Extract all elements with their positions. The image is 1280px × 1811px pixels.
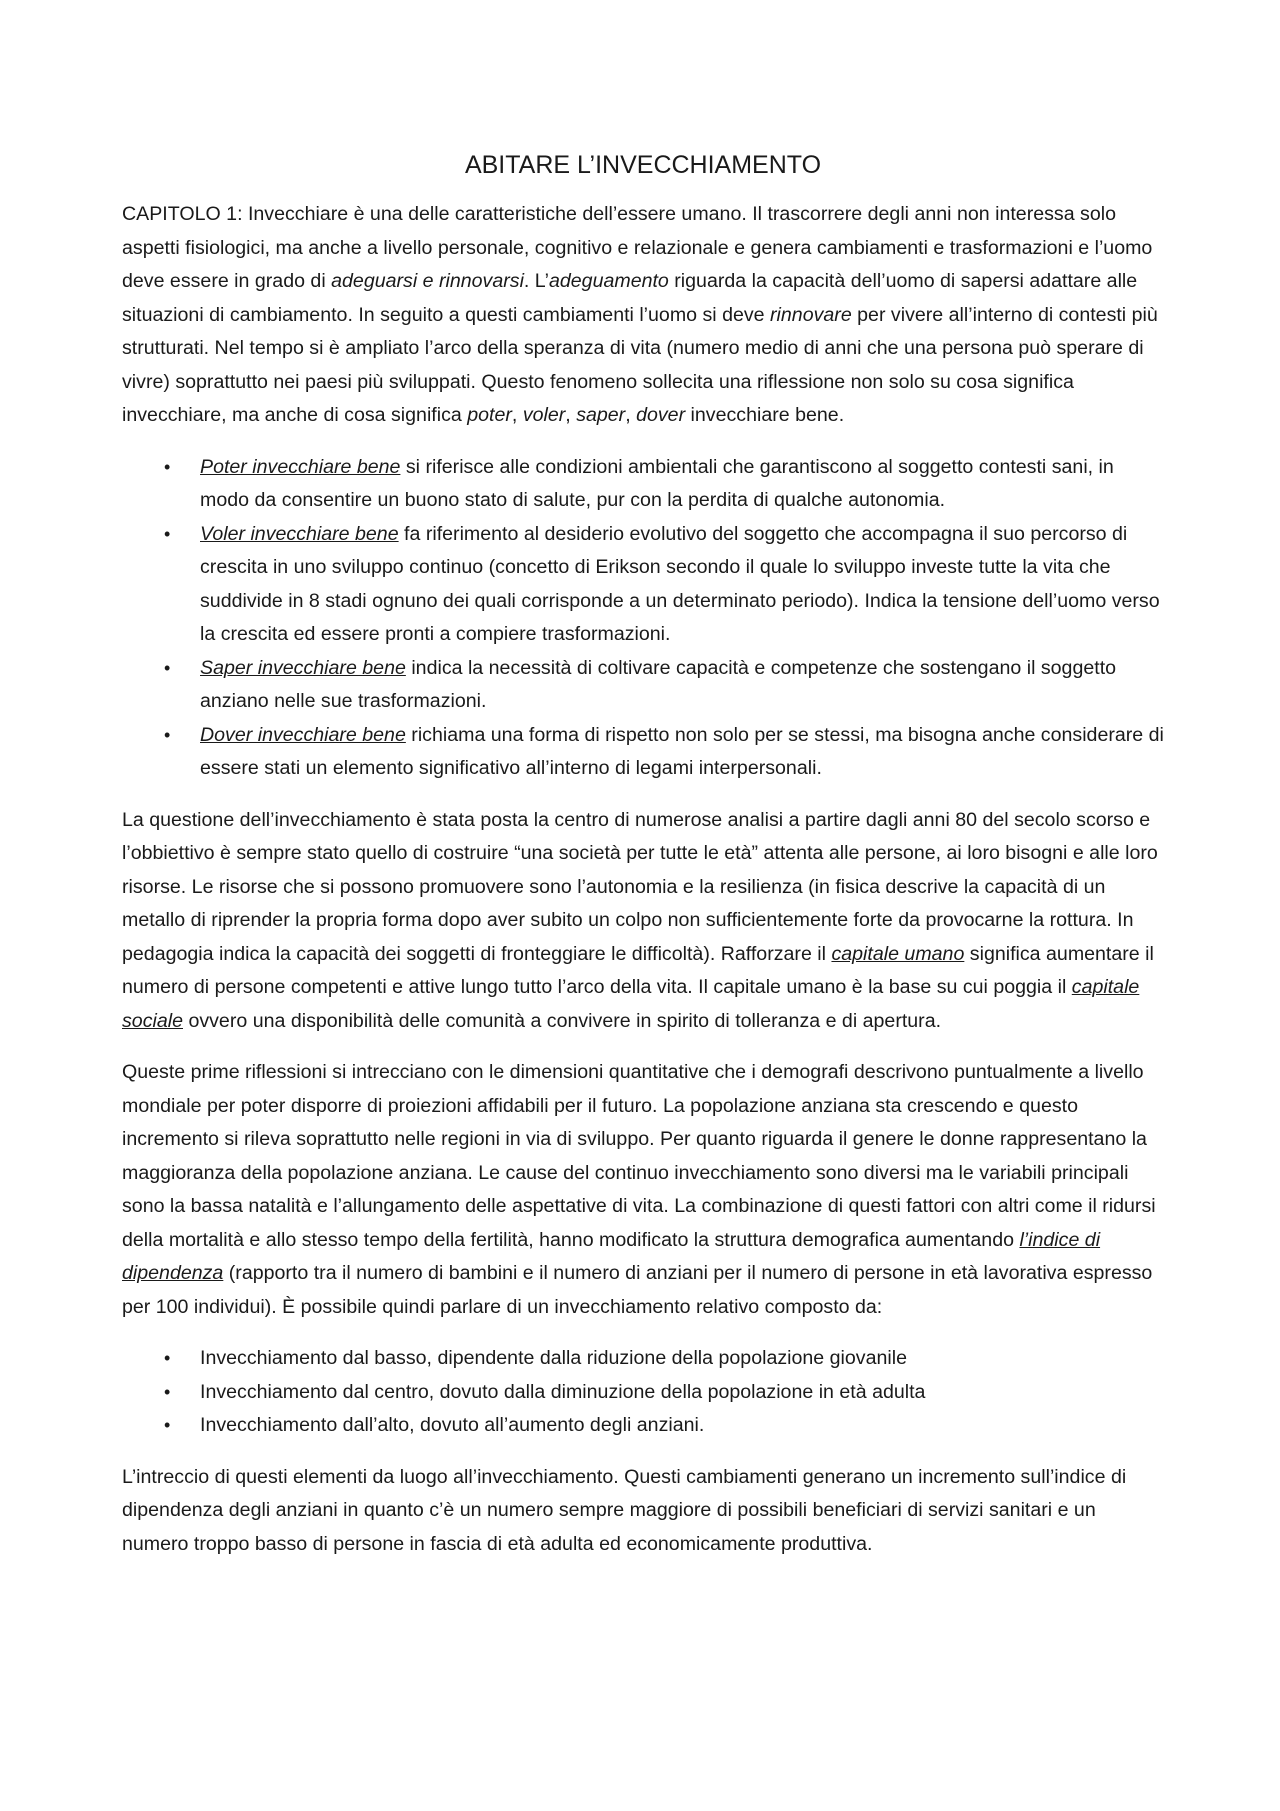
underlined-term: Dover invecchiare bene: [200, 723, 406, 746]
list-item: [122, 1342, 1164, 1376]
text-run: ,: [511, 404, 523, 426]
underlined-term: l’indice di dipendenza: [122, 1228, 1101, 1284]
bullet-icon: •: [164, 1348, 171, 1368]
paragraph-resilienza: [122, 804, 1164, 1039]
italic-term: dover: [636, 404, 686, 426]
list-item: [122, 652, 1164, 719]
paragraph-chapter-intro: [122, 198, 1164, 433]
paragraph-demografia: [122, 1056, 1164, 1324]
list-item-text: richiama una forma di rispetto non solo per se stessi, ma bisogna anche considerare di essere stati un elemento significativo all’interno di legami interpersonali.: [200, 723, 1164, 779]
text-run: La questione dell’invecchiamento è stata posta la centro di numerose analisi a partire dagli anni 80 del secolo scorso e l’obbiettivo è sempre stato quello di costruire “una società per tutte le età” attenta alle persone, ai loro bisogni e alle loro risorse. Le risorse che si possono promuovere sono l’autonomia e la resilienza (in fisica descrive la capacità di un metallo di riprender la propria forma dopo aver subito un colpo non sufficientemente forte da provocarne la rottura. In pedagogia indica la capacità dei soggetti di fronteggiare le difficoltà). Rafforzare il: [122, 808, 1158, 965]
text-run: (rapporto tra il numero di bambini e il numero di anziani per il numero di persone in età lavorativa espresso per 100 individui). È possibile quindi parlare di un invecchiamento relativo composto da:: [122, 1262, 1153, 1318]
bullet-list-invecchiare-bene: [122, 451, 1164, 786]
text-run: significa aumentare il numero di persone competenti e attive lungo tutto l’arco della vita. Il capitale umano è la base su cui poggia il: [122, 942, 1154, 998]
bullet-icon: •: [164, 657, 171, 678]
bullet-icon: •: [164, 724, 171, 745]
underlined-term: capitale sociale: [122, 976, 1140, 1032]
list-item-text: indica la necessità di coltivare capacità e competenze che sostengano il soggetto anziano nelle sue trasformazioni.: [200, 656, 1117, 712]
list-item-text: Invecchiamento dal centro, dovuto dalla diminuzione della popolazione in età adulta: [200, 1380, 926, 1403]
list-item-text: Invecchiamento dall’alto, dovuto all’aumento degli anziani.: [200, 1414, 705, 1436]
italic-term: adeguarsi e rinnovarsi: [331, 270, 524, 292]
italic-term: poter: [467, 404, 512, 426]
list-item: [122, 1376, 1164, 1410]
list-item: [122, 1409, 1164, 1443]
list-item-text: si riferisce alle condizioni ambientali che garantiscono al soggetto contesti sani, in modo da consentire un buono stato di salute, pur con la perdita di qualche autonomia.: [200, 455, 1114, 511]
bullet-list-invecchiamento-relativo: [122, 1342, 1164, 1443]
paragraph-spacer: [122, 1324, 1164, 1342]
italic-term: voler: [522, 404, 566, 426]
italic-term: saper: [576, 404, 626, 426]
paragraph-conclusione: L’intreccio di questi elementi da luogo all’invecchiamento. Questi cambiamenti generano un incremento sull’indice di dipendenza degli anziani in quanto c’è un numero sempre maggiore di possibili beneficiari di servizi sanitari e un numero troppo basso di persone in fascia di età adulta ed economicamente produttiva.: [122, 1465, 1127, 1555]
list-item: [122, 451, 1164, 518]
italic-term: adeguamento: [548, 270, 669, 292]
list-item-text: fa riferimento al desiderio evolutivo del soggetto che accompagna il suo percorso di crescita in uno sviluppo continuo (concetto di Erikson secondo il quale lo sviluppo investe tutte la vita che suddivide in 8 stadi ognuno dei quali corrisponde a un determinato periodo). Indica la tensione dell’uomo verso la crescita ed essere pronti a compiere trasformazioni.: [200, 522, 1160, 645]
underlined-term: Saper invecchiare bene: [200, 656, 406, 679]
italic-term: rinnovare: [770, 303, 852, 326]
text-run: CAPITOLO 1: Invecchiare è una delle caratteristiche dell’essere umano. Il trascorrere degli anni non interessa solo aspetti fisiologici, ma anche a livello personale, cognitivo e relazionale e genera cambiamenti e trasformazioni e l’uomo deve essere in grado di: [122, 203, 1153, 292]
underlined-term: Poter invecchiare bene: [200, 455, 401, 478]
text-run: riguarda la capacità dell’uomo di sapersi adattare alle situazioni di cambiamento. In seguito a questi cambiamenti l’uomo si deve: [122, 270, 1138, 326]
paragraph-spacer: [122, 1443, 1164, 1461]
bullet-icon: •: [164, 1381, 171, 1402]
list-item-text: Invecchiamento dal basso, dipendente dalla riduzione della popolazione giovanile: [200, 1347, 907, 1369]
list-item: [122, 719, 1164, 786]
text-run: invecchiare bene.: [685, 404, 845, 426]
text-run: Queste prime riflessioni si intrecciano con le dimensioni quantitative che i demografi descrivono puntualmente a livello mondiale per poter disporre di proiezioni affidabili per il futuro. La popolazione anziana sta crescendo e questo incremento si rileva soprattutto nelle regioni in via di sviluppo. Per quanto riguarda il genere le donne rappresentano la maggioranza della popolazione anziana. Le cause del continuo invecchiamento sono diversi ma le variabili principali sono la bassa natalità e l’allungamento delle aspettative di vita. La combinazione di questi fattori con altri come il ridursi della mortalità e allo stesso tempo della fertilità, hanno modificato la struttura demografica aumentando: [122, 1061, 1156, 1251]
text-run: per vivere all’interno di contesti più strutturati. Nel tempo si è ampliato l’arco della speranza di vita (numero medio di anni che una persona può sperare di vivre) soprattutto nei paesi più sviluppati. Questo fenomeno sollecita una riflessione non solo su cosa significa invecchiare, ma anche di cosa significa: [122, 303, 1158, 426]
text-run: . L’: [523, 270, 549, 292]
paragraph-spacer: [122, 786, 1164, 804]
list-item: [122, 518, 1164, 652]
document-title: ABITARE L’INVECCHIAMENTO: [464, 151, 822, 179]
bullet-icon: •: [164, 456, 171, 477]
bullet-icon: •: [164, 1415, 171, 1435]
paragraph-spacer: [122, 1038, 1164, 1056]
paragraph-spacer: [122, 433, 1164, 451]
text-run: ,: [565, 404, 577, 426]
text-run: ovvero una disponibilità delle comunità a convivere in spirito di tolleranza e di apertura.: [183, 1009, 942, 1032]
underlined-term: Voler invecchiare bene: [200, 522, 399, 545]
bullet-icon: •: [164, 523, 171, 544]
text-run: ,: [625, 404, 637, 426]
underlined-term: capitale umano: [831, 942, 965, 965]
